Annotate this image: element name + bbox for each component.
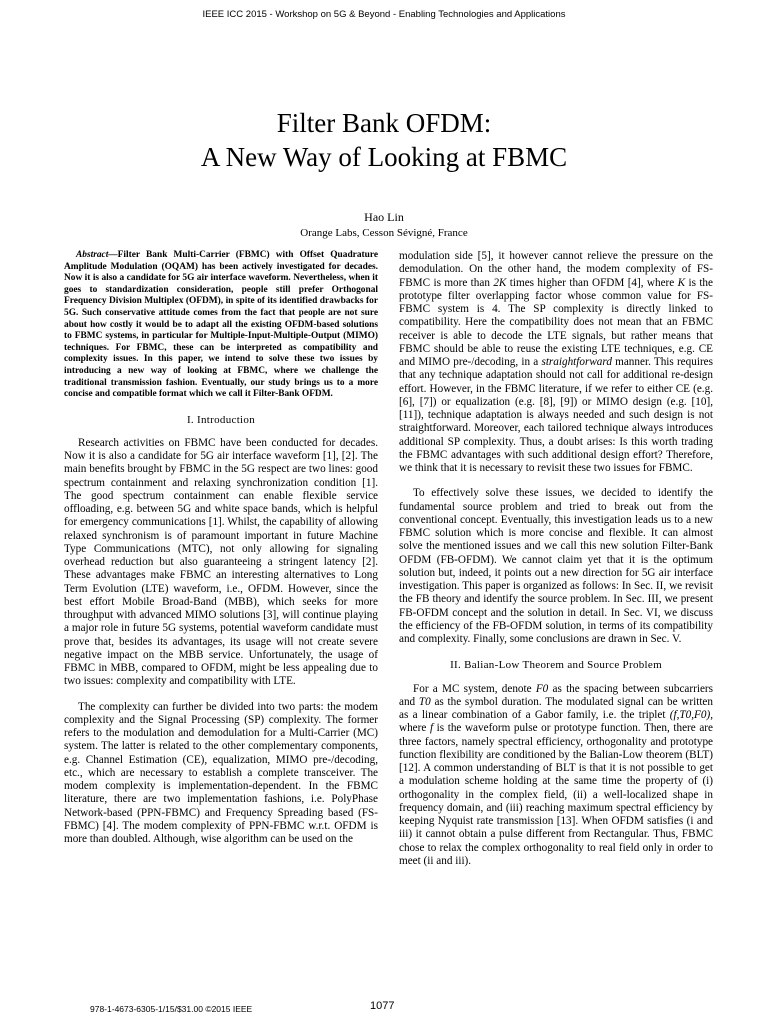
intro-paragraph-4: To effectively solve these issues, we decided to identify the fundamental source problem and tried to break out from the conventional concept. Eventually, this investigation leads us to a new FBMC solution which is more concise and flexible. It can almost solve the mentioned issues and we call this new solution Filter-Bank OFDM (FB-OFDM). We cannot claim yet that it is the optimum solution but, indeed, it points out a new direction for 5G air interface investigation. This paper is organized as follows: In Sec. II, we revisit the FB theory and identify the source problem. In Sec. III, we present FB-OFDM concept and the solution in detail. In Sec. VI, we discuss the efficiency of the FB-OFDM solution, in terms of its compatibility and complexity. Finally, some conclusions are drawn in Sec. V.: [399, 487, 713, 645]
abstract: [64, 250, 378, 401]
title-line-1: Filter Bank OFDM:: [276, 108, 492, 138]
intro-paragraph-2: The complexity can further be divided into two parts: the modem complexity and the Signal Processing (SP) complexity. The former refers to the modulation and demodulation for a Multi-Carrier (MC) system. The latter is related to the other complementary components, e.g. Channel Estimation (CE), equalization, MIMO pre-/decoding, etc., which are necessary to establish a complete transceiver. The modem complexity is implementation-dependent. In the FBMC literature, there are two implementation fashions, i.e. PolyPhase Network-based (PPN-FBMC) and Frequency Spreading based (FS-FBMC) [4]. The modem complexity of PPN-FBMC w.r.t. OFDM is more than doubled. Although, wise algorithm can be used on the: [64, 700, 378, 846]
intro-paragraph-1: Research activities on FBMC have been conducted for decades. Now it is also a candidate for 5G air interface waveform [1], [2]. The main benefits brought by FBMC in the 5G respect are two lines: good spectrum containment and relaxing synchronization condition [1]. The good spectrum containment can enable flexible service offloading, e.g. between 5G and white space bands, which is helpful for emergency communications [1]. Whilst, the capability of allowing relaxed synchronism is of paramount important in future Machine Type Communications (MTC), not only allowing for signaling overhead reduction but also guaranteeing a stringent latency [2]. These advantages make FBMC an interesting alternatives to Long Term Evolution (LTE) waveform, i.e., OFDM. However, since the best effort Mobile Broad-Band (MBB), which seeks for more throughput with advanced MIMO solutions [3], will continue playing a major role in future 5G systems, potential waveform candidate must prove that, besides its advantages, its usage will not create severe negative impact on the MBB service. Unfortunately, the usage of FBMC in MBB, compared to OFDM, might be less appealing due to two issues: complexity and compatibility with LTE.: [64, 436, 378, 688]
abstract-label: Abstract: [76, 250, 109, 260]
intro-paragraph-3: [399, 250, 713, 475]
running-head: IEEE ICC 2015 - Workshop on 5G & Beyond - Enabling Technologies and Applications: [202, 9, 566, 20]
text-run: as the spacing between subcarriers and: [399, 682, 713, 708]
author-affiliation: Orange Labs, Cesson Sévigné, France: [300, 227, 468, 239]
text-run: as the symbol duration. The modulated signal can be written as a linear combination of a Gabor family, i.e. the triplet: [399, 695, 713, 721]
math-t0: T0: [418, 695, 431, 708]
math-2k: 2K: [493, 276, 507, 289]
math-f: f: [429, 722, 434, 735]
title-line-2: A New Way of Looking at FBMC: [200, 142, 568, 172]
text-run: times higher than OFDM [4], where: [506, 276, 678, 289]
paper-title: [0, 106, 768, 174]
emphasis-straightforward: straightforward: [541, 356, 612, 368]
right-column: [399, 250, 713, 868]
text-run: modulation side [5], it however cannot relieve the pressure on the demodulation. On the other hand, the modem complexity of FS-FBMC is more than: [399, 250, 713, 289]
section2-paragraph-1: [399, 683, 713, 869]
text-run: is the prototype filter overlapping factor whose common value for FS-FBMC system is 4. The SP complexity is directly linked to compatibility. Here the compatibility does not mean that an FBMC receiver is able to decode the LTE signals, but rather means that FBMC should be able to reuse the existing LTE techniques, e.g. CE and MIMO pre-/decoding, in a: [399, 276, 713, 368]
math-k: K: [677, 276, 686, 289]
text-run: manner. This requires that any technique adaptation should not call for additional re-design effort. However, in the FBMC literature, if we refer to either CE (e.g. [6], [7]) or equalization (e.g. [8], [9]) or MIMO design (e.g. [10], [11]), technique adaptation is always needed and such design is not straightforward. Moreover, each tailored technique always introduces additional SP complexity. Thus, a doubt arises: Is this worth trading the FBMC advantages with such additional design effort? Therefore, we think that it is necessary to revisit these two issues for FBMC.: [399, 356, 713, 474]
abstract-text: —Filter Bank Multi-Carrier (FBMC) with Offset Quadrature Amplitude Modulation (OQAM) has been actively investigated for decades. Now it is also a candidate for 5G air interface waveform. Nevertheless, when it goes to standardization consideration, people still prefer Orthogonal Frequency Division Multiplex (OFDM), in spite of its identified drawbacks for 5G. Such conservative attitude comes from the fact that people are not sure about how costly it would be to adapt all the existing OFDM-based solutions to FBMC systems, in particular for Multiple-Input-Multiple-Output (MIMO) techniques. For FBMC, these can be interpreted as compatibility and complexity issues. In this paper, we intend to solve these two issues by introducing a new way of looking at FBMC, where we challenge the traditional transmission fashion. Eventually, our study brings us to a more concise and compatible format which we call it Filter-Bank OFDM.: [64, 250, 378, 400]
section-heading-introduction: I. Introduction: [186, 413, 256, 426]
footer-isbn: 978-1-4673-6305-1/15/$31.00 ©2015 IEEE: [90, 1004, 253, 1014]
section-heading-balian-low: II. Balian-Low Theorem and Source Problem: [450, 659, 662, 672]
text-run: is the waveform pulse or prototype function. Then, there are three factors, namely spectral efficiency, orthogonality and prototype function flexibility are conditioned by the Balian-Low theorem (BLT) [12]. A common understanding of BLT is that it is not possible to get a modulation scheme holding at the same time the property of (i) orthogonality in the complex field, (ii) a well-localized shape in frequency domain, and (iii) reaching maximum spectral efficiency by keeping Nyquist rate transmission [13]. When OFDM satisfies (i and iii) it cannot obtain a pulse different from Rectangular. Thus, FBMC chose to relax the complex orthogonality to real field only in order to meet (ii and iii).: [399, 722, 713, 867]
text-run: For a MC system, denote: [413, 682, 536, 695]
author-name: Hao Lin: [364, 210, 404, 224]
left-column: [64, 250, 378, 846]
math-triplet: (f,T0,F0): [669, 709, 711, 721]
math-f0: F0: [535, 682, 549, 695]
text-run: , where: [399, 709, 713, 735]
page-number: 1077: [370, 1000, 395, 1012]
